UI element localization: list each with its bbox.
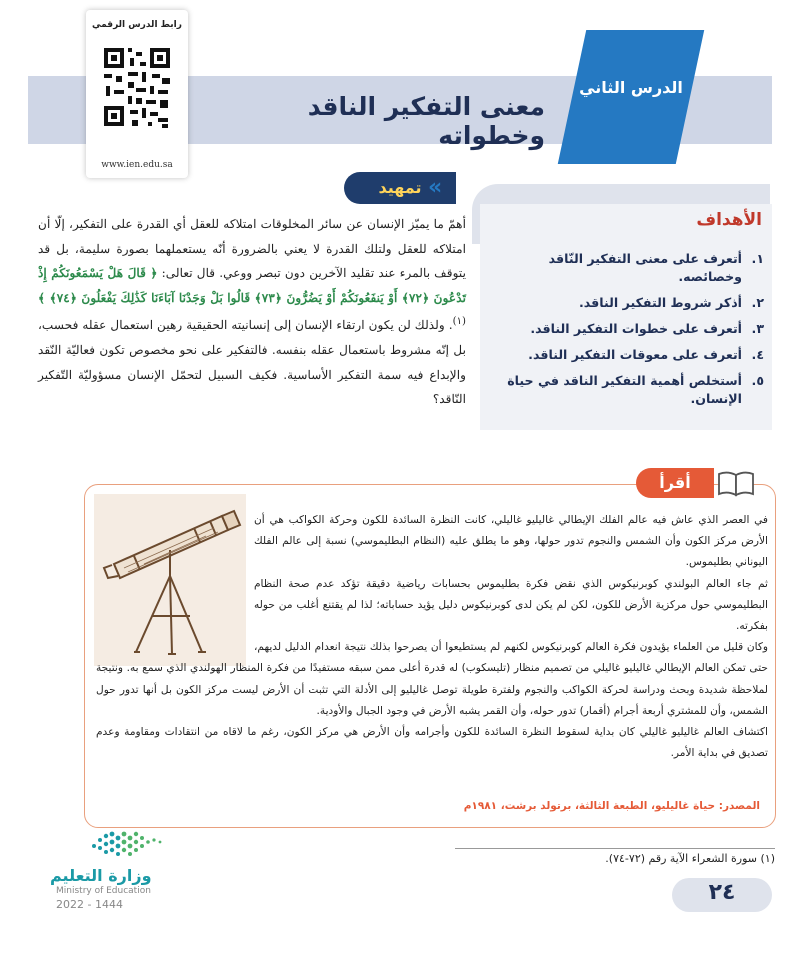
qr-label: رابط الدرس الرقمي [92, 20, 182, 30]
open-book-icon [716, 469, 756, 497]
objective-text: أتعرف على معوقات التفكير الناقد. [528, 347, 742, 362]
read-text [96, 510, 768, 764]
intro-text-before-verse: أهمّ ما يميّز الإنسان عن سائر المخلوقات امتلاكه للعقل أي القدرة على التفكير، إلّا أن امتلاكه للعقل ولتلك القدرة لا يعني بالضرورة أنّه يستعملهما بصورة سليمة، بل قد يتوقف بالمرء عند تقليد الآخرين دون تبصر ووعي. قال تعالى: [38, 217, 466, 281]
read-paragraph: في العصر الذي عاش فيه عالم الفلك الإيطالي غاليليو غاليلي، كانت النظرة السائدة للكون وحركة الكواكب هي أن الأرض مركز الكون وأن الشمس والنجوم تدور حولها، وهو ما يطلق عليه (النظام البطليموسي) نسبة إلى عالم الفلك اليوناني بطليموس. [254, 514, 768, 569]
intro-heading: تمهيد [344, 172, 456, 204]
lesson-label: الدرس الثاني [579, 78, 683, 97]
qr-url[interactable]: www.ien.edu.sa [101, 160, 173, 170]
ministry-name-en: Ministry of Education [56, 886, 151, 896]
objectives-list [492, 250, 764, 416]
qr-code-icon[interactable] [102, 42, 172, 132]
read-paragraph: وكان قليل من العلماء يؤيدون فكرة العالم كوبرنيكوس لكنهم لم يستطيعوا أن يصرحوا بذلك نتيجة انعدام الدليل لديهم، حتى تمكن العالم الإيطالي غاليليو غاليلي من تصميم منظار (تليسكوب) له قدرة أعلى ممن سبقه مستفيدًا من فكرة المنظار الهولندي الذي سمع به. ونتيجة لملاحظة شديدة وبحث ودراسة لحركة الكواكب والنجوم ولفترة طويلة توصل غاليليو إلى الأدلة التي تثبت أن الأرض ليست مركز الكون بل أنها تدور حول الشمس، وأن للمشتري أربعة أجرام (أقمار) تدور حوله، وأن القمر يشبه الأرض في وجود الجبال والأودية. [96, 641, 768, 717]
ministry-logo-icon [88, 826, 168, 862]
objective-item [492, 294, 764, 312]
ministry-name-ar: وزارة التعليم [50, 866, 152, 885]
objective-item [492, 250, 764, 286]
footnote-ref[interactable]: (١) [452, 316, 466, 328]
objective-text: أستخلص أهمية التفكير الناقد في حياة الإنسان. [507, 373, 742, 406]
read-paragraph: ثم جاء العالم البولندي كوبرنيكوس الذي نقض فكرة بطليموس بحسابات رياضية دقيقة تؤكد عدم صحة النظام البطليموسي حول مركزية الأرض للكون، لكن لم يكن لدى كوبرنيكوس دليل يؤيد حساباته؛ لذا لم يقتنع أغلب من حوله بفكرته. [254, 577, 768, 633]
intro-text-after-verse: . ولذلك لن يكون ارتقاء الإنسان إلى إنسانيته الحقيقية رهين استعمال عقله فحسب، بل إنّه مشروط باستعمال عقله بنفسه. فالتفكير على نحو مخصوص تكون فعاليّة النّقد والإبداع فيه سمة التفكير الأساسية. فكيف السبيل لتحمّل الإنسان مسؤوليّة التّفكير النّاقد؟ [38, 318, 466, 407]
digital-lesson-link[interactable] [86, 10, 188, 178]
objective-number: ٣. [751, 321, 764, 336]
objective-number: ٤. [751, 347, 764, 362]
footnote-divider [455, 848, 775, 849]
double-chevron-icon: « [428, 175, 443, 200]
objectives-title: الأهداف [696, 210, 762, 230]
edition-year: 2022 - 1444 [56, 898, 123, 911]
footnote: (١) سورة الشعراء الآية رقم (٧٢-٧٤). [605, 852, 775, 865]
objective-number: ٢. [751, 295, 764, 310]
objective-item [492, 346, 764, 364]
objective-number: ١. [751, 251, 764, 266]
read-heading: أقرأ [636, 468, 714, 498]
objective-item [492, 320, 764, 338]
page-title: معنى التفكير الناقد وخطواته [307, 92, 545, 150]
page-number: ٢٤ [708, 880, 736, 905]
read-source: المصدر: حياة غاليليو، الطبعة الثالثة، برتولد برشت، ١٩٨١م [463, 800, 760, 812]
objective-text: أتعرف على معنى التفكير النّاقد وخصائصه. [548, 251, 742, 284]
quran-verse: ﴿ قَالَ هَلْ يَسْمَعُونَكُمْ إِذْ تَدْعُونَ ﴿٧٢﴾ أَوْ يَنفَعُونَكُمْ أَوْ يَضُرُّونَ ﴿٧٣﴾ قَالُوا بَلْ وَجَدْنَا آبَاءَنَا كَذَٰلِكَ يَفْعَلُونَ ﴿٧٤﴾ ﴾ [38, 266, 466, 305]
objective-number: ٥. [751, 373, 764, 388]
illustration-spacer [96, 510, 254, 658]
objective-text: أذكر شروط التفكير الناقد. [579, 295, 742, 310]
objective-text: أتعرف على خطوات التفكير الناقد. [530, 321, 742, 336]
intro-paragraph [38, 212, 466, 412]
objective-item [492, 372, 764, 408]
read-paragraph: اكتشاف العالم غاليليو غاليلي كان بداية لسقوط النظرة السائدة للكون وأجرامه وأن الأرض هي مركز الكون، رغم ما لاقاه من انتقادات ومقاومة وعدم تصديق في بداية الأمر. [96, 726, 768, 760]
